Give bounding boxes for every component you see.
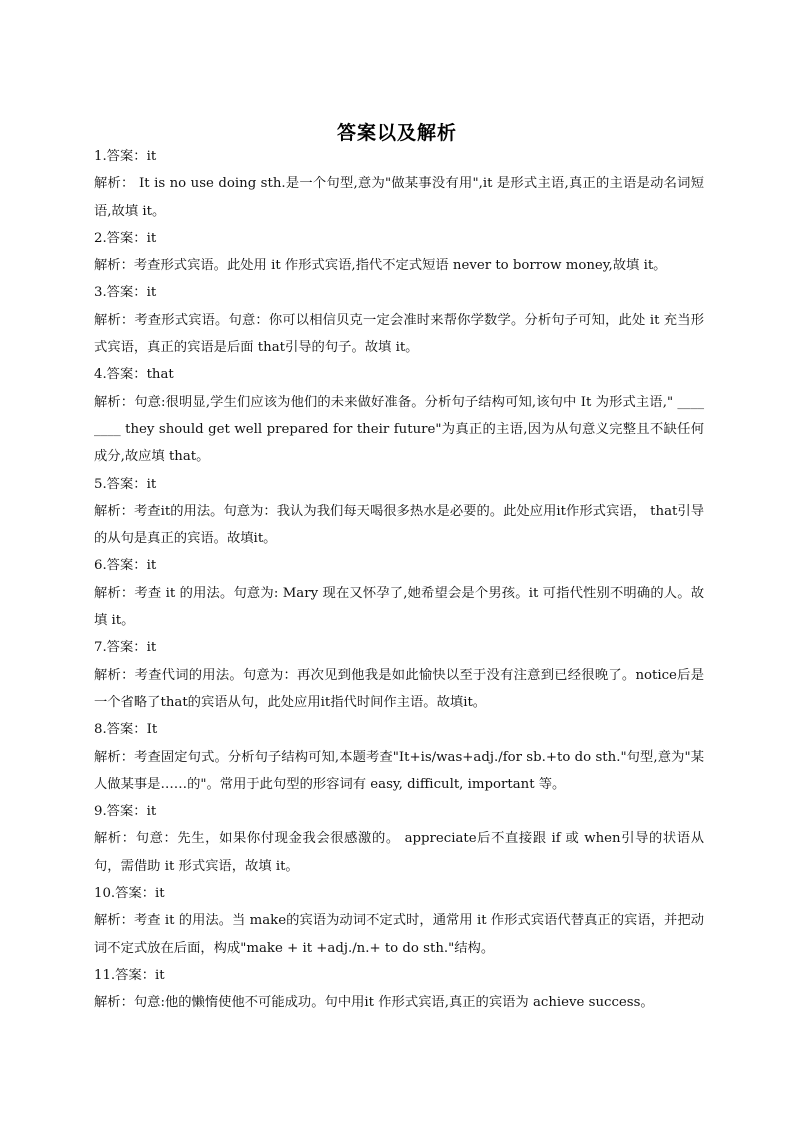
answer-line: 3.答案：it xyxy=(94,285,157,301)
answer-line: 9.答案：it xyxy=(94,804,157,820)
answer-line: 10.答案：it xyxy=(94,886,165,902)
analysis-paragraph: 解析：考查 it 的用法。当 make的宾语为动词不定式时，通常用 it 作形式宾语代替真正的宾语，并把动词不定式放在后面，构成"make + it +adj./n.+ to do sth."结构。 xyxy=(94,913,704,956)
analysis-paragraph: 解析：句意：先生，如果你付现金我会很感激的。 appreciate后不直接跟 if 或 when引导的状语从句，需借助 it 形式宾语，故填 it。 xyxy=(94,831,704,874)
analysis-paragraph: 解析：考查形式宾语。此处用 it 作形式宾语,指代不定式短语 never to borrow money,故填 it。 xyxy=(94,258,667,274)
answer-line: 4.答案：that xyxy=(94,367,174,383)
answer-line: 6.答案：it xyxy=(94,558,157,574)
answer-line: 2.答案：it xyxy=(94,230,157,246)
answer-line: 11.答案：it xyxy=(94,967,165,983)
analysis-paragraph: 解析： It is no use doing sth.是一个句型,意为"做某事没有用",it 是形式主语,真正的主语是动名词短语,故填 it。 xyxy=(94,176,704,219)
answer-list xyxy=(94,143,704,1017)
analysis-paragraph: 解析：考查形式宾语。句意：你可以相信贝克一定会准时来帮你学数学。分析句子可知，此处 it 充当形式宾语，真正的宾语是后面 that引导的句子。故填 it。 xyxy=(94,312,704,356)
answer-line: 8.答案：It xyxy=(94,722,158,738)
analysis-paragraph: 解析：考查it的用法。句意为：我认为我们每天喝很多热水是必要的。此处应用it作形式宾语， that引导的从句是真正的宾语。故填it。 xyxy=(94,503,704,547)
analysis-paragraph: 解析：考查代词的用法。句意为：再次见到他我是如此愉快以至于没有注意到已经很晚了。notice后是一个省略了that的宾语从句，此处应用it指代时间作主语。故填it。 xyxy=(94,667,704,710)
answer-line: 5.答案：it xyxy=(94,476,157,492)
page-title: 答案以及解析 xyxy=(336,122,457,144)
analysis-paragraph: 解析：句意:很明显,学生们应该为他们的未来做好准备。分析句子结构可知,该句中 It 为形式主语," ________ they should get well prepared for their future"为真正的主语,因为从句意义完整且不缺任何成分,故应填 that。 xyxy=(94,394,704,465)
answer-line: 7.答案：it xyxy=(94,640,157,656)
analysis-paragraph: 解析：考查 it 的用法。句意为: Mary 现在又怀孕了,她希望会是个男孩。it 可指代性别不明确的人。故填 it。 xyxy=(94,585,704,629)
analysis-paragraph: 解析：考查固定句式。分析句子结构可知,本题考查"It+is/was+adj./for sb.+to do sth."句型,意为"某人做某事是……的"。常用于此句型的形容词有 easy, difficult, important 等。 xyxy=(94,749,704,792)
analysis-paragraph: 解析：句意:他的懒惰使他不可能成功。句中用it 作形式宾语,真正的宾语为 achieve success。 xyxy=(94,995,654,1011)
answer-line: 1.答案：it xyxy=(94,149,157,164)
